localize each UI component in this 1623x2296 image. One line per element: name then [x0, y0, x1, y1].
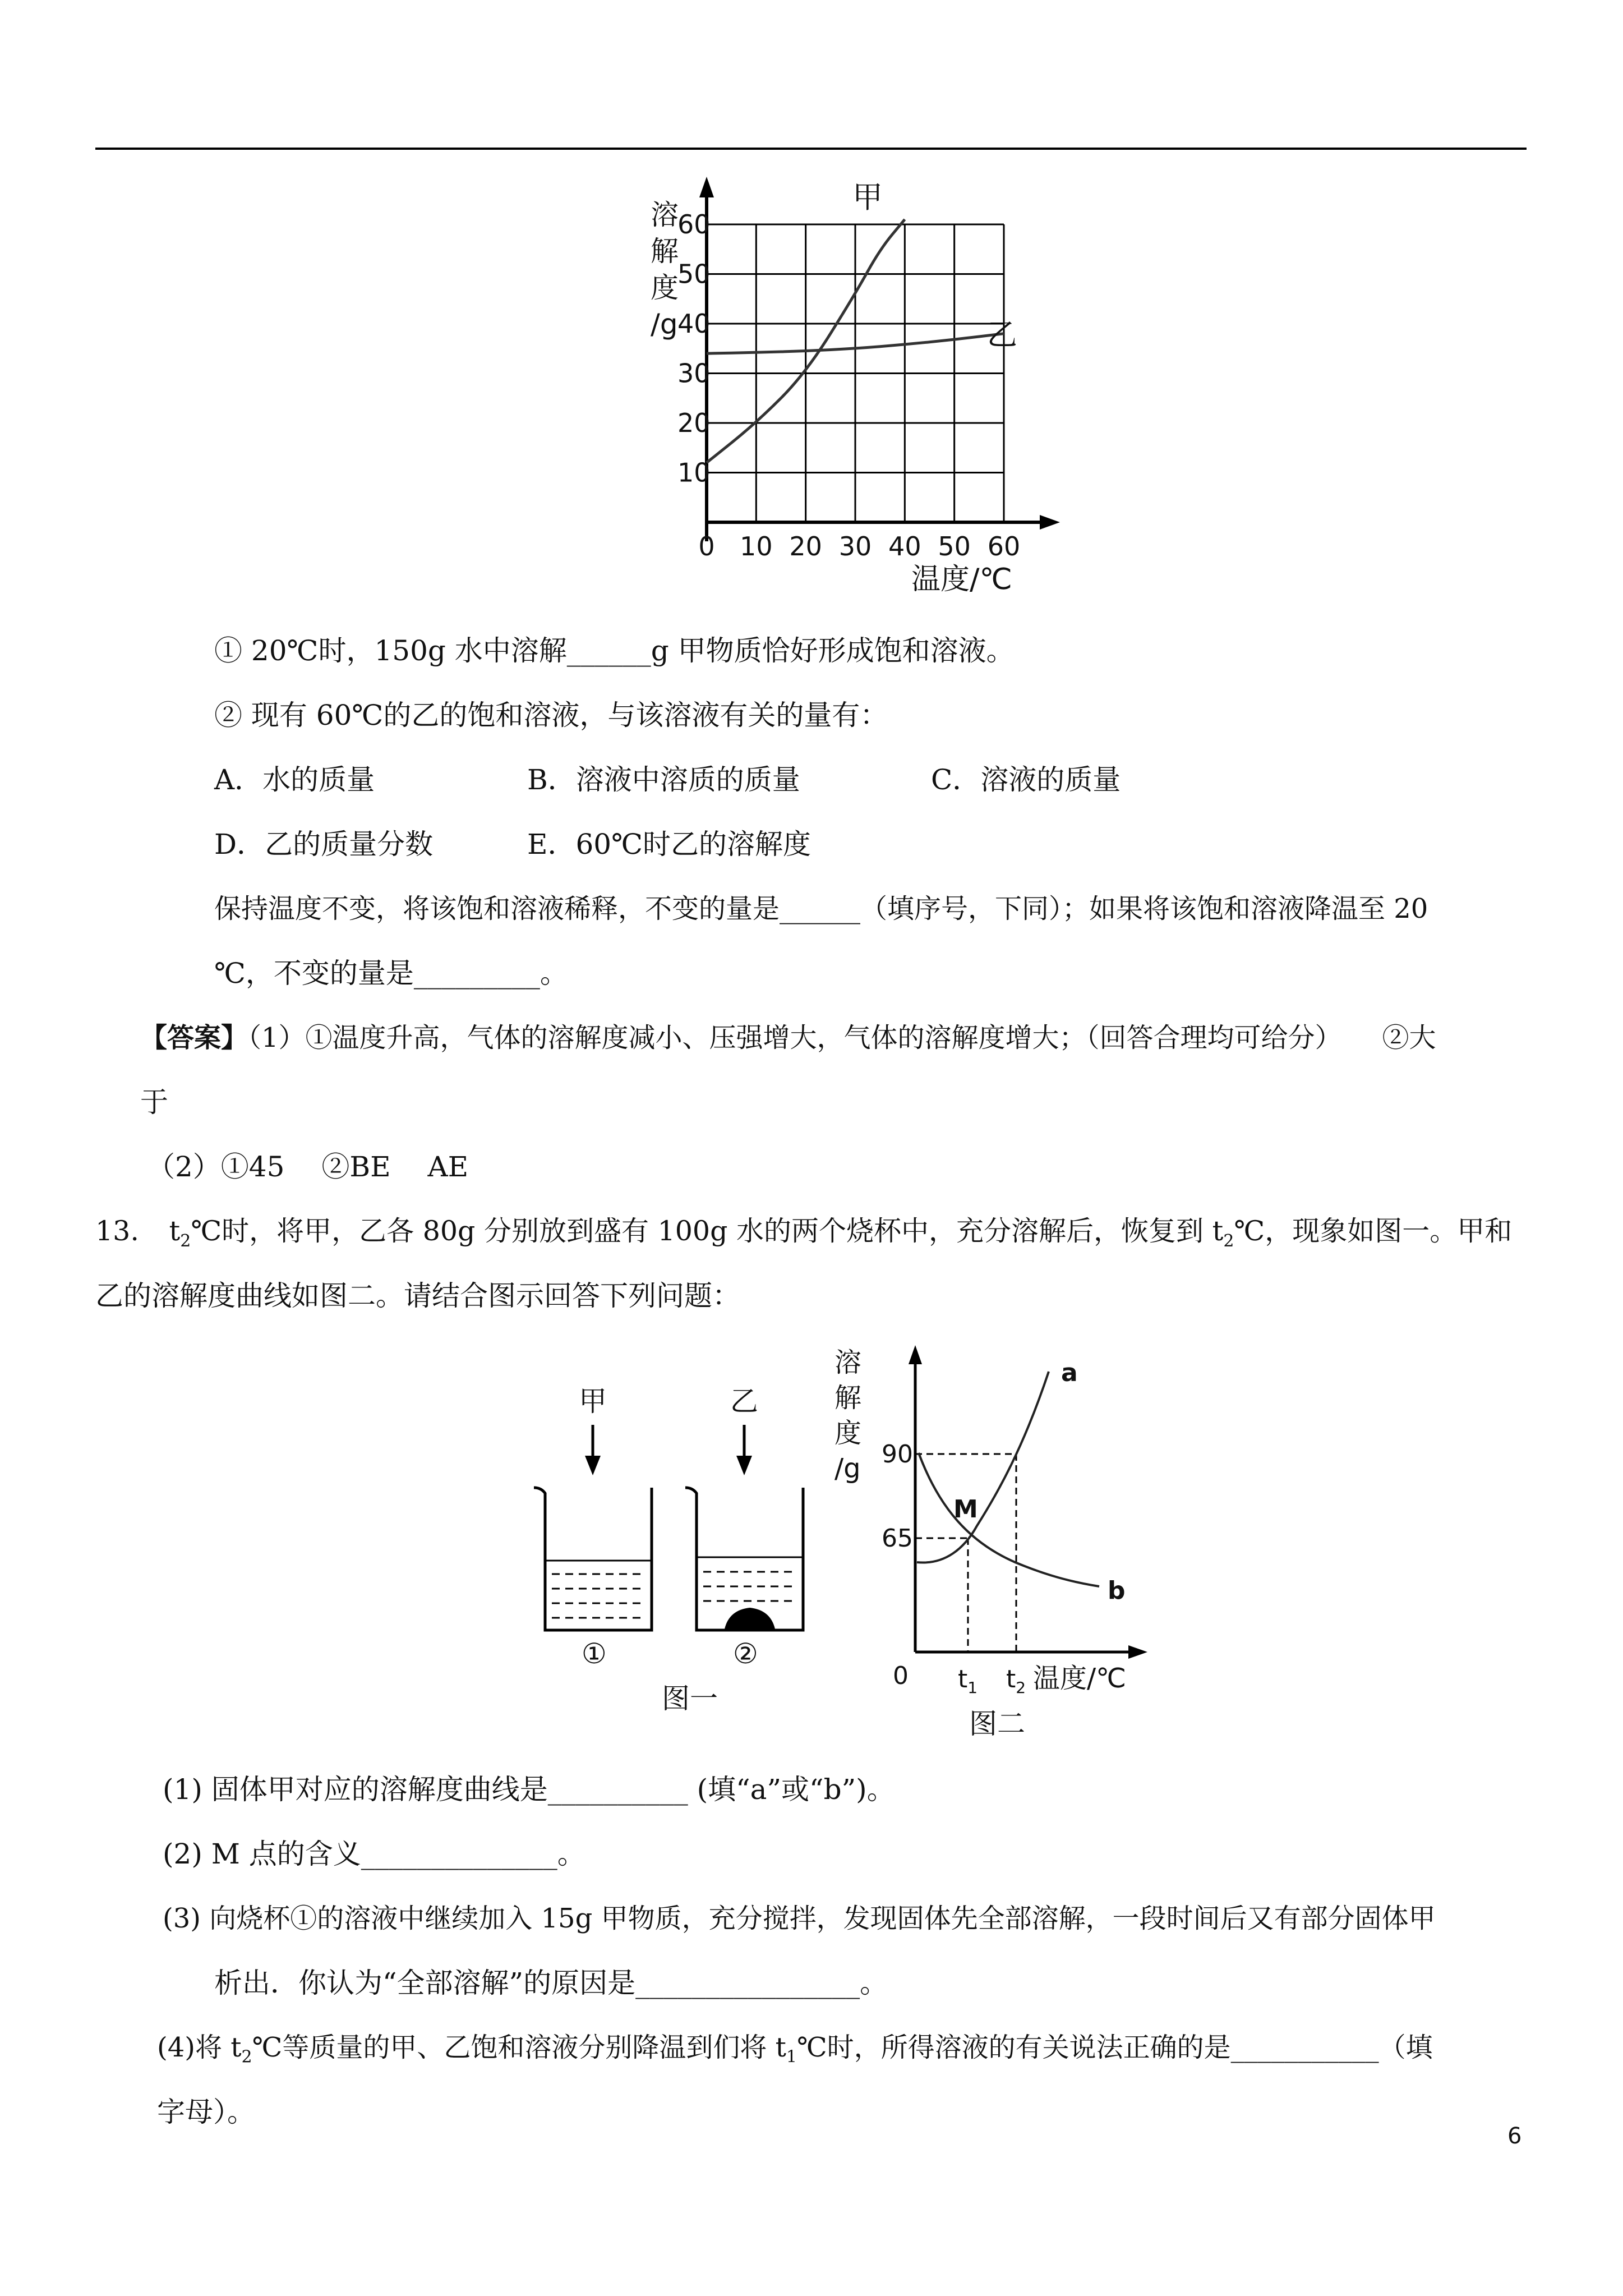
answer-text: （1）①温度升高，气体的溶解度减小、压强增大，气体的溶解度增大；（回答合理均可给分） ②大 [248, 1022, 1436, 1053]
q13-sub3-line1: (3) 向烧杯①的溶液中继续加入 15g 甲物质，充分搅拌，发现固体先全部溶解，一段时间后又有部分固体甲 [163, 1903, 1436, 1934]
q13-sub4-line2: 字母）。 [157, 2096, 255, 2128]
chart1-x-tick-label: 40 [888, 531, 921, 562]
q13-sub4-mid: ℃等质量的甲、乙饱和溶液分别降温到们将 t [252, 2032, 786, 2063]
beaker1-arrowhead [585, 1456, 601, 1475]
beaker1-label: 甲 [579, 1385, 607, 1418]
chart1-x-arrow [1040, 515, 1060, 530]
q13-subscript: 1 [786, 2047, 797, 2067]
chart1-grid [707, 224, 1004, 522]
curve-a [917, 1372, 1049, 1563]
answer-tag: 【答案】 [140, 1022, 248, 1053]
chart1-y-title-char: 溶 [651, 199, 679, 231]
beaker-1 [534, 1488, 652, 1630]
fig2-origin: 0 [893, 1662, 909, 1690]
fig2-y-title [834, 1347, 861, 1484]
q13-sub1: (1) 固体甲对应的溶解度曲线是__________ (填“a”或“b”)。 [163, 1773, 895, 1806]
series-label-jia: 甲 [852, 180, 883, 215]
curve-b [919, 1453, 1099, 1586]
option-d: D．乙的质量分数 [214, 828, 434, 861]
beaker2-number: ② [733, 1637, 758, 1670]
figure-2-solubility-chart [830, 1341, 1178, 1745]
chart1-y-tick-label: 40 [677, 309, 711, 339]
q13-line1 [95, 1214, 1512, 1258]
chart1-y-tick-label: 50 [677, 259, 711, 289]
point-m-label: M [953, 1495, 978, 1524]
curve-a-label: a [1061, 1359, 1078, 1387]
fig2-y-tick-65: 65 [882, 1524, 913, 1553]
chart1-y-title-char: /g [651, 308, 678, 341]
chart1-y-tick-label: 10 [677, 457, 711, 488]
chart1-x-tick-label: 0 [698, 531, 715, 562]
q13-subscript: 2 [1223, 1231, 1234, 1251]
q13-sub3-line2: 析出．你认为“全部溶解”的原因是________________。 [214, 1967, 888, 1999]
undissolved-solid [725, 1608, 775, 1629]
curve-b-label: b [1108, 1576, 1126, 1605]
q13-line1-mid: ℃时，将甲，乙各 80g 分别放到盛有 100g 水的两个烧杯中，充分溶解后，恢复到 t [191, 1215, 1224, 1247]
option-e: E．60℃时乙的溶解度 [527, 828, 811, 861]
q13-line2: 乙的溶解度曲线如图二。请结合图示回答下列问题： [95, 1280, 740, 1312]
chart1-y-title-char: 解 [651, 235, 679, 268]
beaker1-number: ① [582, 1637, 607, 1670]
q13-sub4-line1 [157, 2031, 1433, 2074]
option-c: C．溶液的质量 [931, 763, 1121, 796]
q13-sub4-post: ℃时，所得溶液的有关说法正确的是___________（填 [796, 2032, 1433, 2063]
page-number: 6 [1507, 2123, 1522, 2149]
q13-subscript: 2 [180, 1231, 191, 1251]
q13-subscript: 2 [241, 2047, 252, 2067]
solubility-chart-1 [634, 174, 1060, 600]
option-a: A．水的质量 [214, 763, 375, 796]
beaker2-label: 乙 [730, 1385, 758, 1418]
q13-line1-post: ℃，现象如图一。甲和 [1234, 1215, 1513, 1247]
fig2-y-arrow [909, 1345, 922, 1364]
header-rule [95, 148, 1527, 150]
chart1-y-tick-label: 20 [677, 408, 711, 438]
chart1-y-title-char: 度 [651, 272, 679, 304]
fig2-y-title-char: 度 [834, 1418, 862, 1449]
q13-sub4-pre: (4)将 t [157, 2032, 242, 2063]
q12-paragraph-line2: ℃，不变的量是_________。 [214, 957, 568, 990]
q13-t-symbol: t [169, 1215, 181, 1247]
chart1-y-tick-label: 30 [677, 358, 711, 389]
q12-item2: ② 现有 60℃的乙的饱和溶液，与该溶液有关的量有： [214, 699, 888, 731]
chart1-x-tick-label: 10 [740, 531, 773, 562]
chart1-y-tick-label: 60 [677, 209, 711, 240]
chart1-x-tick-label: 30 [838, 531, 872, 562]
question-number: 13. [95, 1215, 139, 1247]
chart1-y-title [651, 199, 679, 341]
fig2-y-title-char: 解 [834, 1382, 862, 1414]
beaker2-arrowhead [736, 1456, 752, 1475]
q12-item1: ① 20℃时，150g 水中溶解______g 甲物质恰好形成饱和溶液。 [214, 634, 1015, 667]
chart1-x-tick-label: 20 [789, 531, 822, 562]
chart1-x-tick-label: 60 [987, 531, 1021, 562]
figure-1-beakers [527, 1374, 830, 1745]
beaker-2 [685, 1488, 803, 1630]
answer-line2: 于 [140, 1086, 168, 1119]
fig2-t2: $t_2$ [1006, 1665, 1026, 1697]
figure-2-caption: 图二 [969, 1708, 1025, 1740]
chart1-y-arrow [699, 177, 714, 197]
answer-line3: （2）①45 ②BE AE [147, 1151, 469, 1183]
fig2-y-title-char: 溶 [834, 1347, 862, 1378]
option-b: B．溶液中溶质的质量 [527, 763, 800, 796]
fig2-x-title: 温度/℃ [1033, 1663, 1127, 1694]
chart1-x-title: 温度/℃ [911, 563, 1012, 596]
chart1-x-tick-label: 50 [938, 531, 971, 562]
fig2-y-title-char: /g [834, 1453, 861, 1484]
figure-1-caption: 图一 [662, 1682, 718, 1715]
fig2-x-arrow [1128, 1645, 1147, 1659]
answer-line1 [140, 1021, 1436, 1055]
q12-paragraph-line1: 保持温度不变，将该饱和溶液稀释，不变的量是______（填序号，下同）；如果将该饱和溶液降温至 20 [214, 893, 1428, 924]
fig2-t1: $t_1$ [958, 1665, 978, 1697]
series-label-yi: 乙 [987, 317, 1017, 352]
q13-sub2: (2) M 点的含义______________。 [163, 1838, 585, 1870]
fig2-y-tick-90: 90 [882, 1440, 913, 1469]
chart1-x-ticks [698, 531, 1020, 562]
